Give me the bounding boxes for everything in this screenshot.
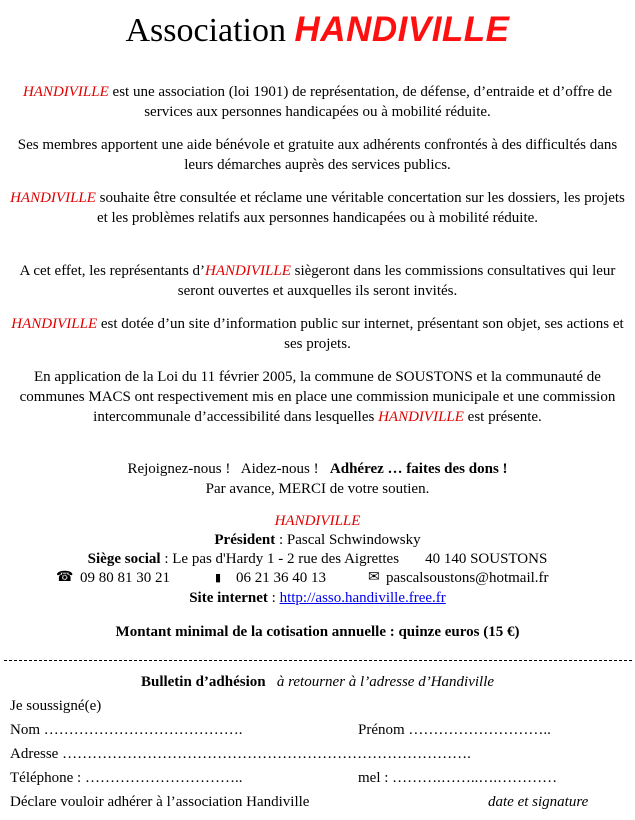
cut-line-divider [4,660,632,661]
cta-text: Rejoignez-nous ! Aidez-nous ! [127,461,330,477]
form-row-declare [10,792,630,812]
paragraph-text: est dotée d’un site d’information public sur internet, présentant son objet, ses actions et ses projets. [97,316,624,352]
form-title: Bulletin d’adhésion [140,674,266,690]
paragraph-law [4,367,631,427]
brand-name: HANDIVILLE [10,190,96,206]
website-line [0,589,635,608]
paragraph-concertation [4,188,631,228]
brand-name: HANDIVILLE [22,84,109,100]
brand-name: HANDIVILLE [274,513,361,529]
mel-field[interactable]: mel : ……….……..….………… [358,770,558,786]
contact-brand [0,512,635,531]
mobile-phone-icon: ▮ [215,572,222,584]
paragraph-text: siègeront dans les commissions consultatives qui leur seront ouvertes et auxquelles ils seront invités. [177,263,616,299]
president-value: : Pascal Schwindowsky [275,532,421,548]
president-line [0,531,635,550]
president-label: Président [214,532,276,548]
nom-field[interactable]: Nom …………………………………. [10,722,243,738]
siege-label: Siège social [87,551,161,567]
call-to-action [4,459,631,499]
brand-name: HANDIVILLE [11,316,98,332]
phone-fixed: 09 80 81 30 21 [80,570,170,586]
form-row-name [10,720,630,740]
paragraph-members: Ses membres apportent une aide bénévole et gratuite aux adhérents confrontés à des difficultés dans leurs démarches auprès des services publics. [17,137,618,173]
email-address: pascalsoustons@hotmail.fr [386,570,549,586]
paragraph-text: En application de la Loi du 11 février 2005, la commune de SOUSTONS et la communauté de communes MACS ont respectivement mis en place une commission municipale et une commission intercommunale d’accessibilité dans lesquelles [19,369,616,425]
brand-name: HANDIVILLE [378,409,464,425]
paragraph-intro [4,82,631,122]
adresse-field[interactable]: Adresse ………………………………………………………………………. [10,746,471,762]
paragraph-text: A cet effet, les représentants d’ [19,263,206,279]
cotisation-amount: Montant minimal de la cotisation annuelle : quinze euros (15 €) [115,624,520,640]
form-subtitle: à retourner à l’adresse d’Handiville [276,674,495,690]
siege-value: : Le pas d'Hardy 1 - 2 rue des Aigrettes [160,551,400,567]
site-label: Site internet [189,590,268,606]
form-row-contact [10,768,630,788]
website-link[interactable]: http://asso.handiville.free.fr [279,590,446,606]
paragraph-text: est une association (loi 1901) de représentation, de défense, d’entraide et d’offre de services aux personnes handicapées ou à mobilité réduite. [108,84,613,120]
form-header [0,672,635,692]
paragraph-commissions [4,261,631,301]
prenom-field[interactable]: Prénom ……………………….. [358,722,551,738]
paragraph-text: souhaite être consultée et réclame une véritable concertation sur les dossiers, les projets et les problèmes relatifs aux personnes handicapées ou à mobilité réduite. [95,190,625,226]
telephone-icon: ☎ [56,570,74,585]
site-separator: : [267,590,280,606]
contact-phones [0,568,635,588]
telephone-field[interactable]: Téléphone : ………………………….. [10,770,243,786]
paragraph-text: est présente. [463,409,542,425]
title-prefix: Association [125,12,287,49]
siege-city: 40 140 SOUSTONS [425,551,548,567]
brand-name: HANDIVILLE [205,263,291,279]
thanks-text: Par avance, MERCI de votre soutien. [205,481,430,497]
declare-text: Déclare vouloir adhérer à l’association Handiville [10,794,310,810]
paragraph-website [4,314,631,354]
phone-mobile: 06 21 36 40 13 [236,570,326,586]
siege-line [0,550,635,569]
brand-logo: HANDIVILLE [294,10,510,49]
cta-bold: Adhérez … faites des dons ! [329,461,508,477]
mail-icon: ✉ [368,570,380,585]
date-signature-field[interactable]: date et signature [488,794,589,810]
form-soussigne: Je soussigné(e) [10,698,102,714]
page-title [0,8,635,53]
